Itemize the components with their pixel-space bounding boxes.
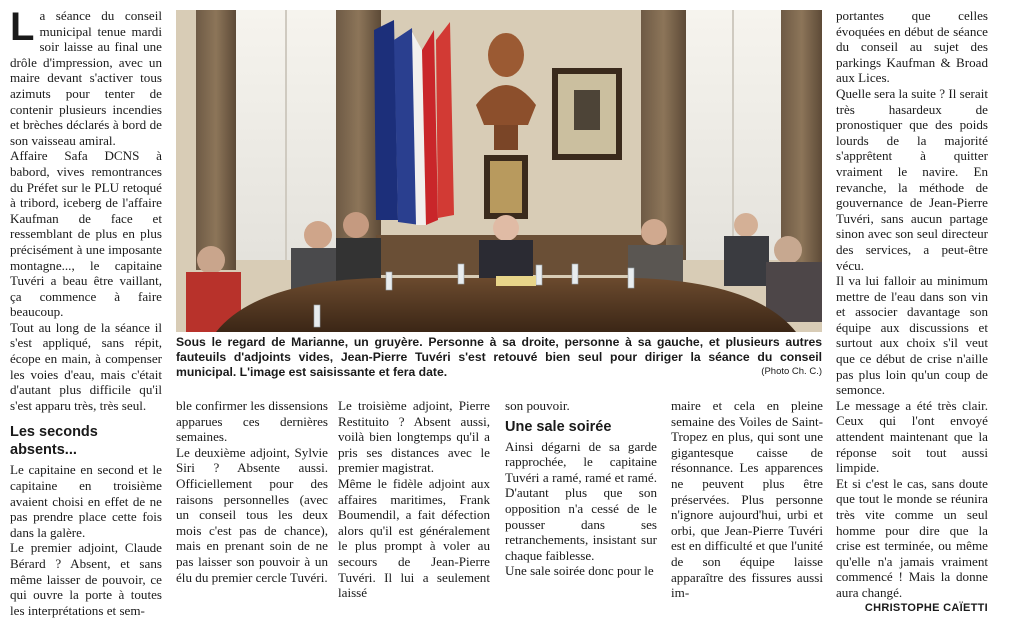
paragraph: Tout au long de la séance il s'est appliqué, sans répit, écope en main, à compenser les voies d'eau, mais c'était d'autant plus difficile qu'il s'est apparu très, très seul. bbox=[10, 319, 162, 413]
paragraph: Quelle sera la suite ? Il serait très hasardeux de pronostiquer que des poids lourds de la majorité s'apprêtent à quitter vraiment le navire. En revanche, la méthode de gouvernance de Jean-Pierre Tuvéri, sans aucun partage sinon avec son seul directeur des services, a peut-être vécu. bbox=[836, 85, 988, 273]
article-column-2 bbox=[176, 398, 328, 585]
paragraph: Ainsi dégarni de sa garde rapprochée, le capitaine Tuvéri a ramé, ramé et ramé. D'autant plus que son opposition n'a cessé de le pousser dans ses retranchements, insistant sur chaque faiblesse. bbox=[505, 438, 657, 563]
author-signature: CHRISTOPHE CAÏETTI bbox=[864, 601, 988, 614]
paragraph: son pouvoir. bbox=[505, 398, 570, 413]
photo-credit: (Photo Ch. C.) bbox=[761, 366, 822, 377]
paragraph: Affaire Safa DCNS à babord, vives remontrances du Préfet sur le PLU retoqué à tribord, iceberg de l'affaire Kaufman de face et ressemblant de plus en plus précisément à une imposante montagne..., le capitaine Tuvéri a beau être vaillant, ça commence à faire beaucoup. bbox=[10, 148, 162, 320]
paragraph: Le deuxième adjoint, Sylvie Siri ? Absente aussi. Officiellement pour des raisons personnelles (avec un conseil tous les deux mois c'est pas de chance), mais en prenant soin de ne pas laisser son pouvoir à un élu du premier cercle Tuvéri. bbox=[176, 444, 328, 585]
article-column-4 bbox=[505, 398, 657, 580]
photo-caption: Sous le regard de Marianne, un gruyère. Personne à sa droite, personne à sa gauche, et plusieurs autres fauteuils d'adjoints vides, Jean-Pierre Tuvéri s'est retouvé bien seul pour diriger la séance du conseil municipal. L'image est saisissante et fera date. bbox=[176, 335, 822, 379]
paragraph: portantes que celles évoquées en début de séance du conseil au sujet des parkings Kaufman & Broad aux Lices. bbox=[836, 8, 988, 86]
paragraph: Il va lui falloir au minimum mettre de l'eau dans son vin et associer davantage son équipe aux discussions et surtout aux choix s'il veut que ce début de crise n'aille pas plus loin qu'un coup de semonce. bbox=[836, 273, 988, 398]
intro-text: a séance du conseil municipal tenue mardi soir laisse au final une drôle d'impression, avec un maire devant s'activer tous azimuts pour tenter de contenir plusieurs incendies et brèches déclarés à bord de son vaisseau amiral. bbox=[10, 8, 162, 148]
paragraph: Le premier adjoint, Claude Bérard ? Absent, et sans même laisser de pouvoir, ce qui ouvre la porte à toutes les interprétations et sem- bbox=[10, 540, 162, 618]
paragraph: Une sale soirée donc pour le bbox=[505, 563, 654, 579]
drop-cap: L bbox=[10, 5, 35, 49]
council-photo-drawing bbox=[176, 10, 822, 332]
paragraph: Et si c'est le cas, sans doute que tout le monde se réunira très vite comme un seul homme pour dire que la crise est terminée, ou même qu'elle n'a jamais vraiment commencé ! Mais la donne aura changé. bbox=[836, 475, 988, 600]
paragraph: Même le fidèle adjoint aux affaires maritimes, Frank Boumendil, a fait défection alors qu'il est généralement le plus prompt à voler au secours de Jean-Pierre Tuvéri. Il lui a seulement laissé bbox=[338, 475, 490, 601]
council-photo bbox=[176, 10, 822, 332]
article-column-3 bbox=[338, 398, 490, 601]
subheading-seconds-absents: Les seconds absents... bbox=[10, 424, 98, 459]
paragraph: ble confirmer les dissensions apparues ces dernières semaines. bbox=[176, 398, 328, 445]
subheading-sale-soiree: Une sale soirée bbox=[505, 418, 612, 435]
article-column-right bbox=[836, 8, 988, 614]
paragraph: Le capitaine en second et le capitaine en troisième avaient choisi en effet de ne pas prendre place cette fois dans la galère. bbox=[10, 462, 162, 540]
intro-paragraph bbox=[10, 5, 162, 148]
paragraph: Le troisième adjoint, Pierre Restituito ? Absent aussi, voilà bien longtemps qu'il a pris ses distances avec le premier magistrat. bbox=[338, 398, 490, 476]
article-column-5 bbox=[671, 398, 823, 601]
paragraph: Le message a été très clair. Ceux qui l'ont envoyé attendent maintenant que la réponse soit tout aussi limpide. bbox=[836, 397, 988, 476]
article-column-1 bbox=[10, 5, 162, 618]
paragraph: maire et cela en pleine semaine des Voiles de Saint-Tropez en plus, qui sont une gigantesque caisse de résonnance. Les apparences ne peuvent plus être préservées. Plus personne n'ignore aujourd'hui, urbi et orbi, que Jean-Pierre Tuvéri est en difficulté et que l'unité de son équipe laisse apparaître des fissures aussi im- bbox=[671, 398, 823, 601]
